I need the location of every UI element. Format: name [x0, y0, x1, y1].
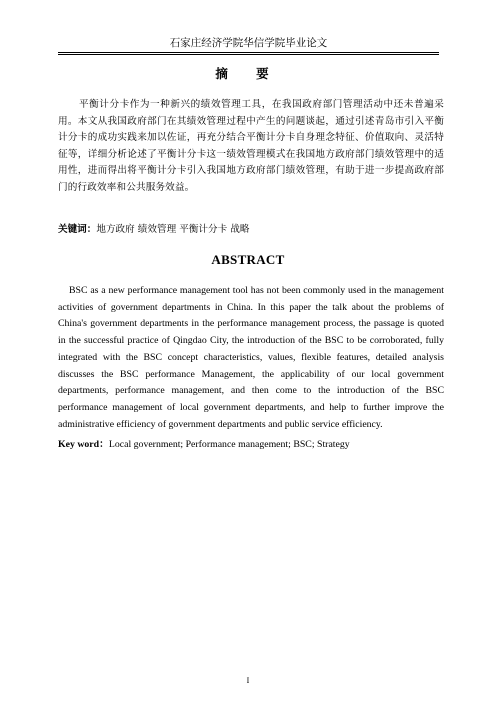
keywords-en-label: Key word：: [58, 439, 109, 450]
keywords-cn-list: 地方政府 绩效管理 平衡计分卡 战略: [96, 224, 250, 235]
keywords-en: [58, 438, 444, 452]
header-rule: [58, 54, 439, 55]
header-title: 石家庄经济学院华信学院毕业论文: [169, 37, 328, 49]
abstract-en-body: BSC as a new performance management tool has not been commonly used in the management activities of government departments in China. In this paper the talk about the problems of China's government departments in the performance management process, the passage is quoted in the successful practice of Qingdao City, the introduction of the BSC to be corroborated, fully integrated with the BSC concept characteristics, values, flexible features, detailed analysis discusses the BSC performance Management, the applicability of our local government departments, performance management, and then come to the introduction of the BSC performance management of local government departments, and help to further improve the administrative efficiency of government departments and public service efficiency.: [58, 285, 444, 430]
abstract-cn-title: 摘 要: [215, 66, 281, 81]
keywords-en-list: Local government; Performance management; BSC; Strategy: [108, 439, 350, 450]
abstract-en-title: ABSTRACT: [211, 252, 285, 267]
keywords-cn-label: 关键词：: [58, 224, 97, 235]
keywords-cn: [58, 223, 444, 237]
abstract-cn-body: 平衡计分卡作为一种新兴的绩效管理工具，在我国政府部门管理活动中还未普遍采用。本文从我国政府部门在其绩效管理过程中产生的问题谈起，通过引述青岛市引入平衡计分卡的成功实践来加以佐证，再充分结合平衡计分卡自身理念特征、价值取向、灵活特征等，详细分析论述了平衡计分卡这一绩效管理模式在我国地方政府部门绩效管理中的适用性，进而得出将平衡计分卡引入我国地方政府部门绩效管理，有助于进一步提高政府部门的行政效率和公共服务效益。: [58, 99, 444, 193]
page-header: [58, 34, 439, 53]
page-number: I: [246, 676, 250, 685]
